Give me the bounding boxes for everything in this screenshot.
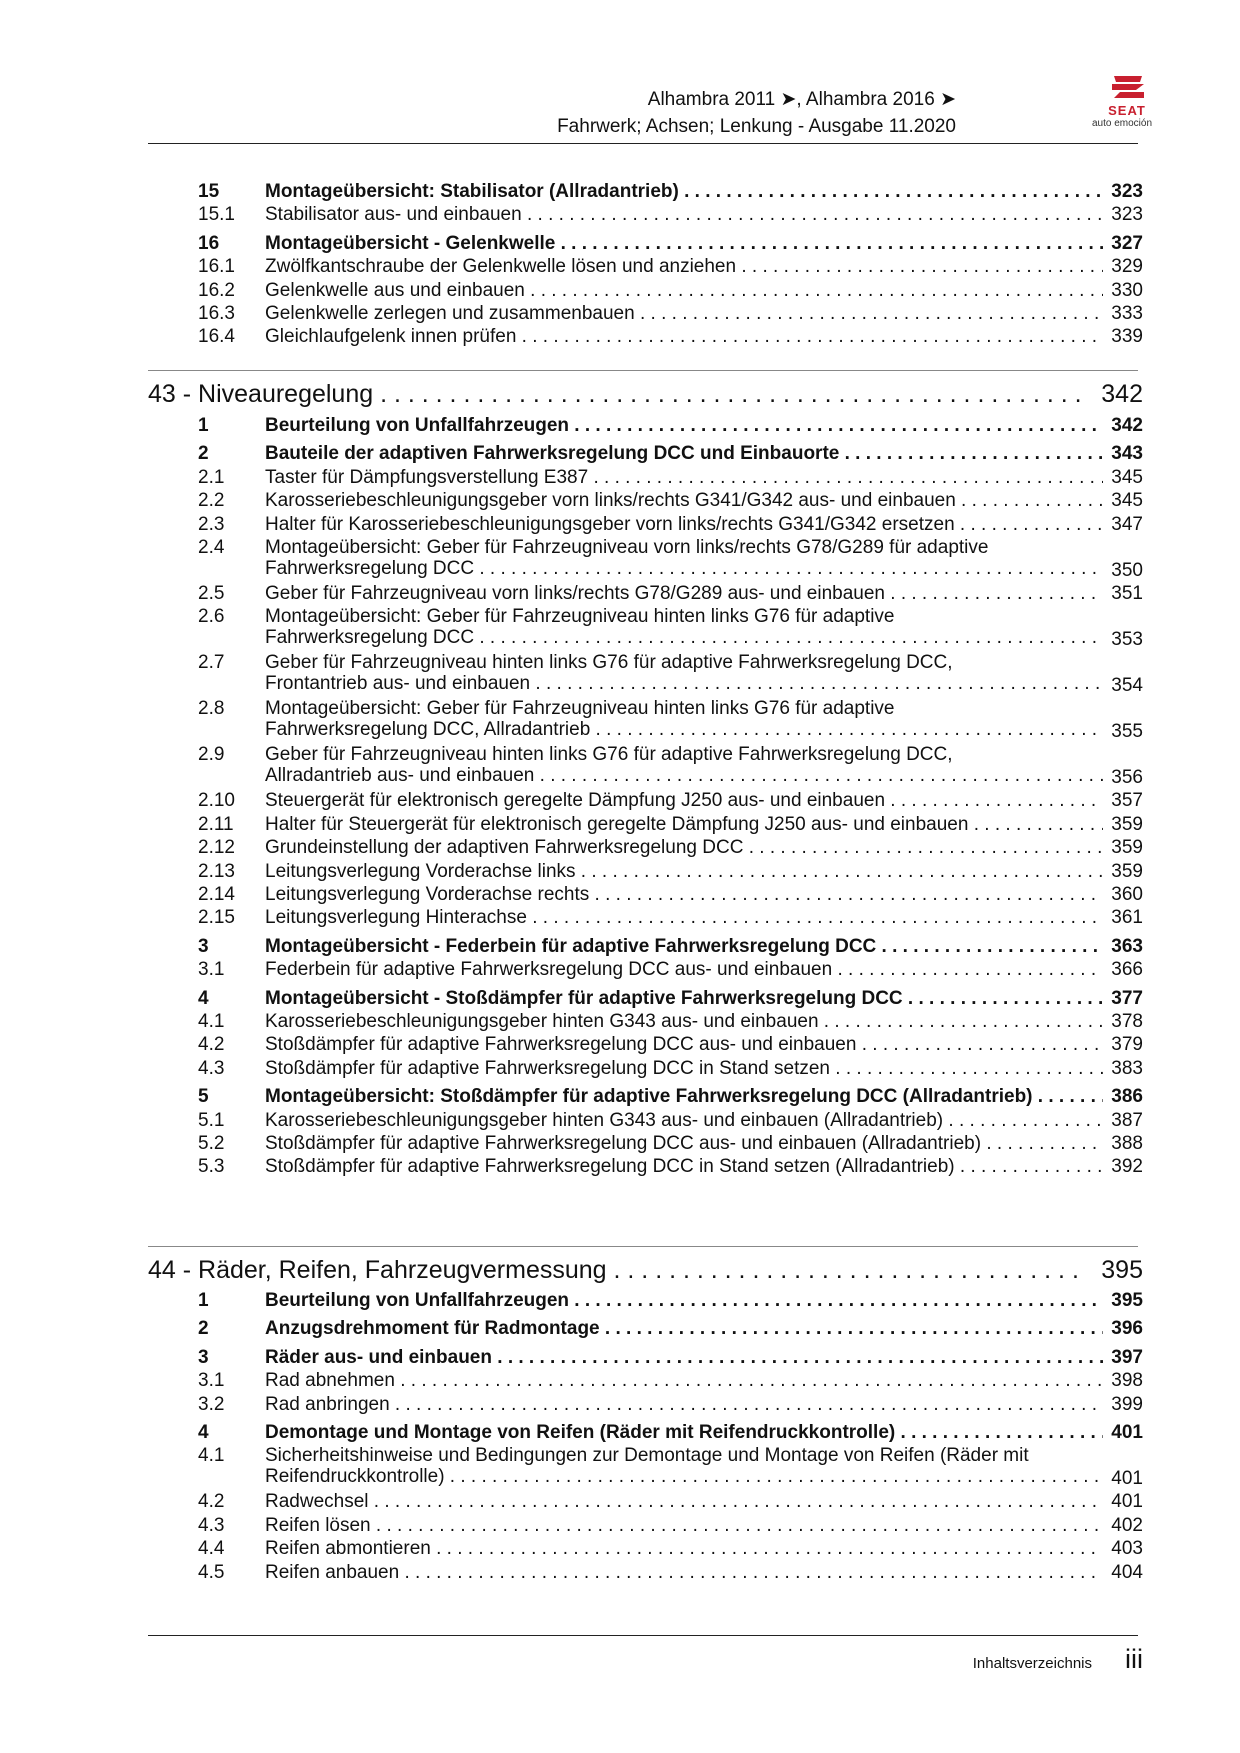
entry-number: 4.2 bbox=[198, 1491, 225, 1513]
entry-number: 2.14 bbox=[198, 884, 235, 905]
toc-subsection-entry[interactable] bbox=[0, 1491, 1240, 1515]
toc-section-entry[interactable] bbox=[0, 1347, 1240, 1371]
entry-title-line1: Geber für Fahrzeugniveau hinten links G76 für adaptive Fahrwerksregelung DCC, bbox=[265, 744, 953, 766]
entry-page: 403 bbox=[1103, 1538, 1143, 1560]
header-subject-line: Fahrwerk; Achsen; Lenkung - Ausgabe 11.2020 bbox=[557, 116, 956, 137]
entry-page: 377 bbox=[1103, 988, 1143, 1010]
entry-number: 4.2 bbox=[198, 1034, 225, 1056]
entry-number: 2.4 bbox=[198, 537, 225, 558]
toc-subsection-entry[interactable] bbox=[0, 583, 1240, 607]
entry-number: 2.3 bbox=[198, 513, 225, 535]
entry-page: 355 bbox=[1103, 721, 1143, 743]
entry-title: Räder aus- und einbauen . . . bbox=[265, 1347, 1110, 1371]
toc-subsection-entry[interactable] bbox=[0, 1034, 1240, 1058]
entry-title: Stoßdämpfer für adaptive Fahrwerksregelung DCC aus- und einbauen . . . bbox=[265, 1034, 1110, 1058]
toc-subsection-entry[interactable] bbox=[0, 280, 1240, 304]
entry-page: 359 bbox=[1103, 814, 1143, 836]
toc-subsection-entry[interactable] bbox=[0, 1394, 1240, 1418]
entry-title: Stabilisator aus- und einbauen . . . bbox=[265, 204, 1110, 228]
entry-number: 5.1 bbox=[198, 1109, 225, 1131]
entry-number: 3.2 bbox=[198, 1393, 225, 1415]
entry-number: 4.5 bbox=[198, 1561, 225, 1583]
entry-title: Beurteilung von Unfallfahrzeugen . . . bbox=[265, 1290, 1110, 1314]
entry-page: 401 bbox=[1103, 1422, 1143, 1444]
entry-number: 3 bbox=[198, 935, 209, 957]
toc-section-entry[interactable] bbox=[0, 1422, 1240, 1446]
entry-title: Montageübersicht: Stoßdämpfer für adaptive Fahrwerksregelung DCC (Allradantrieb) . . . bbox=[265, 1086, 1110, 1110]
entry-title-line1: Montageübersicht: Geber für Fahrzeugniveau vorn links/rechts G78/G289 für adaptive bbox=[265, 537, 989, 558]
page-header bbox=[148, 88, 1068, 144]
chapter-title: 44 - Räder, Reifen, Fahrzeugvermessung . . . bbox=[148, 1256, 1088, 1288]
entry-number: 16.2 bbox=[198, 279, 235, 301]
toc-subsection-entry[interactable] bbox=[0, 861, 1240, 885]
entry-title-line2: Frontantrieb aus- und einbauen . . . bbox=[265, 673, 1110, 695]
entry-number: 2 bbox=[198, 443, 209, 465]
toc-subsection-entry[interactable] bbox=[0, 1562, 1240, 1586]
entry-number: 1 bbox=[198, 1290, 209, 1311]
toc-subsection-entry[interactable] bbox=[0, 1011, 1240, 1035]
entry-title-line2: Fahrwerksregelung DCC . . . bbox=[265, 627, 1110, 649]
entry-page: 347 bbox=[1103, 514, 1143, 536]
entry-page: 399 bbox=[1103, 1394, 1143, 1416]
entry-title: Karosseriebeschleunigungsgeber hinten G343 aus- und einbauen . . . bbox=[265, 1011, 1110, 1035]
toc-section-entry[interactable] bbox=[0, 936, 1240, 960]
entry-page: 327 bbox=[1103, 233, 1143, 255]
entry-title: Zwölfkantschraube der Gelenkwelle lösen und anziehen . . . bbox=[265, 256, 1110, 280]
header-divider bbox=[148, 143, 1138, 144]
entry-number: 2.11 bbox=[198, 813, 234, 835]
entry-number: 4.3 bbox=[198, 1057, 225, 1079]
footer-divider bbox=[148, 1635, 1138, 1636]
entry-page: 359 bbox=[1103, 837, 1143, 859]
entry-title: Montageübersicht - Stoßdämpfer für adaptive Fahrwerksregelung DCC . . . bbox=[265, 988, 1110, 1012]
entry-title: Montageübersicht: Stabilisator (Allradantrieb) . . . bbox=[265, 181, 1110, 205]
toc-subsection-entry[interactable] bbox=[0, 744, 1240, 792]
header-model-line: Alhambra 2011 ➤, Alhambra 2016 ➤ bbox=[647, 89, 956, 110]
chapter-title: 43 - Niveauregelung . . . bbox=[148, 380, 1088, 412]
entry-number: 4 bbox=[198, 1422, 209, 1443]
entry-number: 16.1 bbox=[198, 256, 235, 278]
entry-title: Reifen lösen . . . bbox=[265, 1515, 1110, 1539]
entry-page: 392 bbox=[1103, 1156, 1143, 1178]
entry-number: 16.3 bbox=[198, 303, 235, 324]
toc-subsection-entry[interactable] bbox=[0, 959, 1240, 983]
entry-number: 2.2 bbox=[198, 490, 225, 512]
entry-number: 2.9 bbox=[198, 744, 225, 766]
entry-title-line1: Sicherheitshinweise und Bedingungen zur Demontage und Montage von Reifen (Räder mit bbox=[265, 1445, 1029, 1467]
entry-number: 4 bbox=[198, 987, 209, 1009]
entry-number: 5.2 bbox=[198, 1133, 225, 1154]
logo-wordmark: SEAT bbox=[1108, 103, 1146, 118]
entry-title: Federbein für adaptive Fahrwerksregelung DCC aus- und einbauen . . . bbox=[265, 959, 1110, 983]
entry-title: Gelenkwelle zerlegen und zusammenbauen . . . bbox=[265, 303, 1110, 327]
entry-number: 2.8 bbox=[198, 698, 225, 720]
entry-title bbox=[265, 652, 1110, 700]
entry-title: Halter für Steuergerät für elektronisch geregelte Dämpfung J250 aus- und einbauen . . . bbox=[265, 814, 1110, 838]
toc-section-entry[interactable] bbox=[0, 1318, 1240, 1342]
entry-number: 16.4 bbox=[198, 326, 235, 348]
entry-page: 388 bbox=[1103, 1133, 1143, 1155]
entry-title: Stoßdämpfer für adaptive Fahrwerksregelung DCC in Stand setzen (Allradantrieb) . . . bbox=[265, 1156, 1110, 1180]
entry-number: 2.10 bbox=[198, 790, 235, 812]
entry-title: Rad anbringen . . . bbox=[265, 1394, 1110, 1418]
entry-title-line2: Allradantrieb aus- und einbauen . . . bbox=[265, 765, 1110, 787]
toc-section-entry[interactable] bbox=[0, 415, 1240, 439]
entry-title: Karosseriebeschleunigungsgeber vorn links/rechts G341/G342 aus- und einbauen . . . bbox=[265, 490, 1110, 514]
toc-subsection-entry[interactable] bbox=[0, 1515, 1240, 1539]
entry-page: 363 bbox=[1103, 936, 1143, 958]
entry-number: 2.5 bbox=[198, 583, 225, 604]
toc-section-entry[interactable] bbox=[0, 181, 1240, 205]
entry-page: 345 bbox=[1103, 490, 1143, 512]
chapter-page: 395 bbox=[1093, 1256, 1143, 1285]
entry-title: Radwechsel . . . bbox=[265, 1491, 1110, 1515]
entry-page: 359 bbox=[1103, 861, 1143, 883]
entry-title: Taster für Dämpfungsverstellung E387 . . . bbox=[265, 467, 1110, 491]
entry-title: Steuergerät für elektronisch geregelte Dämpfung J250 aus- und einbauen . . . bbox=[265, 790, 1110, 814]
entry-page: 343 bbox=[1103, 443, 1143, 465]
logo-tagline: auto emoción bbox=[1091, 118, 1153, 129]
entry-page: 378 bbox=[1103, 1011, 1143, 1033]
entry-number: 2.15 bbox=[198, 907, 235, 929]
toc-section-entry[interactable] bbox=[0, 988, 1240, 1012]
toc-subsection-entry[interactable] bbox=[0, 606, 1240, 654]
entry-number: 5 bbox=[198, 1086, 209, 1108]
footer-page-number: iii bbox=[1125, 1644, 1143, 1674]
entry-title: Gelenkwelle aus und einbauen . . . bbox=[265, 280, 1110, 304]
entry-title: Beurteilung von Unfallfahrzeugen . . . bbox=[265, 415, 1110, 439]
entry-number: 4.3 bbox=[198, 1514, 225, 1536]
toc-subsection-entry[interactable] bbox=[0, 1445, 1240, 1493]
entry-number: 2.7 bbox=[198, 652, 225, 674]
entry-page: 361 bbox=[1103, 907, 1143, 929]
toc-subsection-entry[interactable] bbox=[0, 1110, 1240, 1134]
entry-number: 2 bbox=[198, 1318, 209, 1340]
chapter-divider bbox=[148, 1246, 1138, 1247]
entry-title-line1: Geber für Fahrzeugniveau hinten links G76 für adaptive Fahrwerksregelung DCC, bbox=[265, 652, 953, 674]
entry-page: 333 bbox=[1103, 303, 1143, 325]
entry-number: 2.12 bbox=[198, 837, 235, 859]
entry-title bbox=[265, 1445, 1110, 1493]
entry-page: 357 bbox=[1103, 790, 1143, 812]
entry-title: Anzugsdrehmoment für Radmontage . . . bbox=[265, 1318, 1110, 1342]
entry-page: 330 bbox=[1103, 280, 1143, 302]
entry-title: Demontage und Montage von Reifen (Räder mit Reifendruckkontrolle) . . . bbox=[265, 1422, 1110, 1446]
entry-title: Stoßdämpfer für adaptive Fahrwerksregelung DCC in Stand setzen . . . bbox=[265, 1058, 1110, 1082]
toc-subsection-entry[interactable] bbox=[0, 1058, 1240, 1082]
footer-section-label: Inhaltsverzeichnis bbox=[972, 1655, 1092, 1672]
toc-section-entry[interactable] bbox=[0, 1290, 1240, 1314]
entry-number: 4.1 bbox=[198, 1011, 225, 1032]
entry-number: 3 bbox=[198, 1346, 209, 1368]
entry-page: 339 bbox=[1103, 326, 1143, 348]
toc-subsection-entry[interactable] bbox=[0, 537, 1240, 585]
entry-page: 387 bbox=[1103, 1110, 1143, 1132]
entry-number: 1 bbox=[198, 415, 209, 436]
entry-title: Geber für Fahrzeugniveau vorn links/rechts G78/G289 aus- und einbauen . . . bbox=[265, 583, 1110, 607]
entry-title-line2: Fahrwerksregelung DCC . . . bbox=[265, 558, 1110, 580]
entry-number: 4.1 bbox=[198, 1445, 225, 1467]
toc-subsection-entry[interactable] bbox=[0, 467, 1240, 491]
chapter-heading[interactable] bbox=[0, 1256, 1240, 1288]
toc-subsection-entry[interactable] bbox=[0, 326, 1240, 350]
entry-number: 4.4 bbox=[198, 1538, 225, 1560]
entry-title: Halter für Karosseriebeschleunigungsgeber vorn links/rechts G341/G342 ersetzen . . . bbox=[265, 514, 1110, 538]
toc-section-entry[interactable] bbox=[0, 233, 1240, 257]
toc-subsection-entry[interactable] bbox=[0, 698, 1240, 746]
entry-title bbox=[265, 698, 1110, 746]
entry-page: 354 bbox=[1103, 675, 1143, 697]
entry-page: 401 bbox=[1103, 1468, 1143, 1490]
entry-page: 395 bbox=[1103, 1290, 1143, 1312]
toc-subsection-entry[interactable] bbox=[0, 303, 1240, 327]
entry-title-line2: Reifendruckkontrolle) . . . bbox=[265, 1466, 1110, 1488]
entry-page: 356 bbox=[1103, 767, 1143, 789]
toc-subsection-entry[interactable] bbox=[0, 514, 1240, 538]
entry-title-line1: Montageübersicht: Geber für Fahrzeugniveau hinten links G76 für adaptive bbox=[265, 698, 895, 720]
toc-section-entry[interactable] bbox=[0, 443, 1240, 467]
entry-page: 345 bbox=[1103, 467, 1143, 489]
entry-title: Montageübersicht - Gelenkwelle . . . bbox=[265, 233, 1110, 257]
toc-subsection-entry[interactable] bbox=[0, 907, 1240, 931]
entry-page: 350 bbox=[1103, 560, 1143, 582]
entry-number: 2.6 bbox=[198, 606, 225, 628]
entry-number: 2.13 bbox=[198, 860, 235, 882]
toc-subsection-entry[interactable] bbox=[0, 814, 1240, 838]
toc-subsection-entry[interactable] bbox=[0, 490, 1240, 514]
entry-number: 3.1 bbox=[198, 1370, 225, 1392]
entry-title bbox=[265, 744, 1110, 792]
toc-subsection-entry[interactable] bbox=[0, 1133, 1240, 1157]
entry-page: 383 bbox=[1103, 1058, 1143, 1080]
entry-title: Rad abnehmen . . . bbox=[265, 1370, 1110, 1394]
entry-page: 366 bbox=[1103, 959, 1143, 981]
entry-page: 329 bbox=[1103, 256, 1143, 278]
entry-page: 379 bbox=[1103, 1034, 1143, 1056]
entry-title bbox=[265, 537, 1110, 585]
entry-page: 386 bbox=[1103, 1086, 1143, 1108]
entry-number: 15 bbox=[198, 181, 220, 202]
chapter-divider bbox=[148, 370, 1138, 371]
entry-title: Bauteile der adaptiven Fahrwerksregelung DCC und Einbauorte . . . bbox=[265, 443, 1110, 467]
entry-page: 404 bbox=[1103, 1562, 1143, 1584]
entry-number: 3.1 bbox=[198, 959, 225, 981]
entry-title: Stoßdämpfer für adaptive Fahrwerksregelung DCC aus- und einbauen (Allradantrieb) . . . bbox=[265, 1133, 1110, 1157]
entry-page: 402 bbox=[1103, 1515, 1143, 1537]
entry-page: 401 bbox=[1103, 1491, 1143, 1513]
entry-page: 396 bbox=[1103, 1318, 1143, 1340]
entry-page: 342 bbox=[1103, 415, 1143, 437]
toc-subsection-entry[interactable] bbox=[0, 837, 1240, 861]
entry-title: Leitungsverlegung Vorderachse rechts . . . bbox=[265, 884, 1110, 908]
toc-subsection-entry[interactable] bbox=[0, 652, 1240, 700]
toc-subsection-entry[interactable] bbox=[0, 256, 1240, 280]
entry-number: 15.1 bbox=[198, 204, 235, 226]
entry-number: 5.3 bbox=[198, 1156, 225, 1178]
entry-title: Grundeinstellung der adaptiven Fahrwerksregelung DCC . . . bbox=[265, 837, 1110, 861]
entry-page: 323 bbox=[1103, 204, 1143, 226]
entry-title-line1: Montageübersicht: Geber für Fahrzeugniveau hinten links G76 für adaptive bbox=[265, 606, 895, 628]
entry-title: Leitungsverlegung Hinterachse . . . bbox=[265, 907, 1110, 931]
entry-title: Montageübersicht - Federbein für adaptive Fahrwerksregelung DCC . . . bbox=[265, 936, 1110, 960]
entry-title: Leitungsverlegung Vorderachse links . . . bbox=[265, 861, 1110, 885]
entry-page: 360 bbox=[1103, 884, 1143, 906]
entry-title: Reifen abmontieren . . . bbox=[265, 1538, 1110, 1562]
chapter-page: 342 bbox=[1093, 380, 1143, 409]
entry-title bbox=[265, 606, 1110, 654]
toc-subsection-entry[interactable] bbox=[0, 1538, 1240, 1562]
entry-page: 397 bbox=[1103, 1347, 1143, 1369]
entry-number: 16 bbox=[198, 232, 220, 254]
entry-title-line2: Fahrwerksregelung DCC, Allradantrieb . . . bbox=[265, 719, 1110, 741]
entry-title: Karosseriebeschleunigungsgeber hinten G343 aus- und einbauen (Allradantrieb) . . . bbox=[265, 1110, 1110, 1134]
toc-section-entry[interactable] bbox=[0, 1086, 1240, 1110]
toc-subsection-entry[interactable] bbox=[0, 1370, 1240, 1394]
entry-page: 351 bbox=[1103, 583, 1143, 605]
toc-subsection-entry[interactable] bbox=[0, 884, 1240, 908]
toc-subsection-entry[interactable] bbox=[0, 1156, 1240, 1180]
toc-subsection-entry[interactable] bbox=[0, 790, 1240, 814]
entry-page: 323 bbox=[1103, 181, 1143, 203]
entry-page: 398 bbox=[1103, 1370, 1143, 1392]
entry-title: Reifen anbauen . . . bbox=[265, 1562, 1110, 1586]
chapter-heading[interactable] bbox=[0, 380, 1240, 412]
entry-title: Gleichlaufgelenk innen prüfen . . . bbox=[265, 326, 1110, 350]
entry-number: 2.1 bbox=[198, 466, 225, 488]
entry-page: 353 bbox=[1103, 629, 1143, 651]
toc-subsection-entry[interactable] bbox=[0, 204, 1240, 228]
